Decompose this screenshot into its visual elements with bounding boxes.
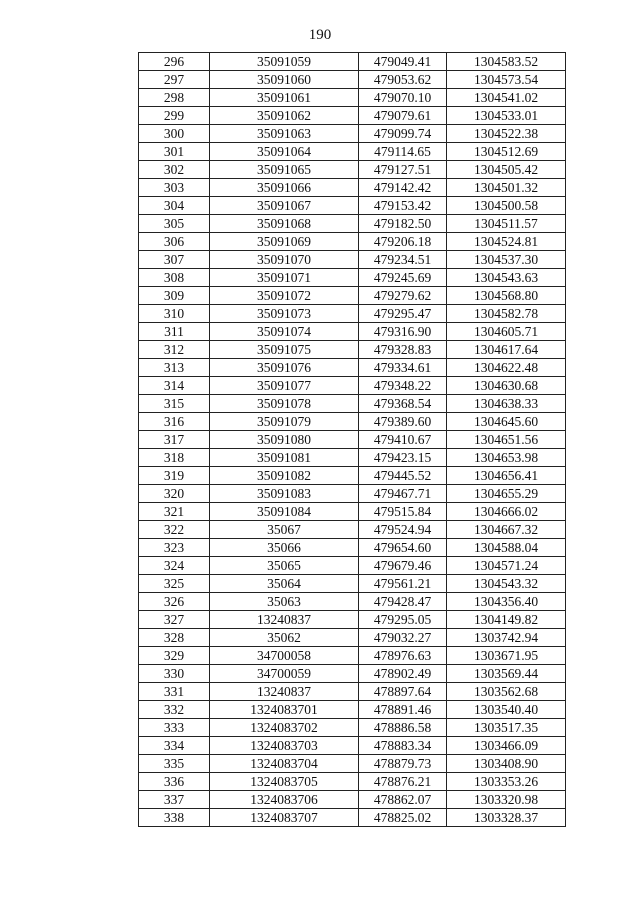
point-id-cell: 35091080 [210, 431, 359, 449]
point-id-cell: 35091062 [210, 107, 359, 125]
y-coordinate-cell: 1304501.32 [447, 179, 566, 197]
point-number-cell: 308 [139, 269, 210, 287]
page-number: 190 [308, 27, 332, 43]
x-coordinate-cell: 479182.50 [359, 215, 447, 233]
point-number-cell: 335 [139, 755, 210, 773]
table-row [139, 737, 566, 755]
y-coordinate-cell: 1304617.64 [447, 341, 566, 359]
point-number-cell: 333 [139, 719, 210, 737]
table-row [139, 683, 566, 701]
x-coordinate-cell: 479114.65 [359, 143, 447, 161]
table-row [139, 575, 566, 593]
x-coordinate-cell: 478825.02 [359, 809, 447, 827]
y-coordinate-cell: 1303562.68 [447, 683, 566, 701]
table-row [139, 773, 566, 791]
table-row [139, 215, 566, 233]
point-number-cell: 338 [139, 809, 210, 827]
point-id-cell: 13240837 [210, 611, 359, 629]
point-number-cell: 317 [139, 431, 210, 449]
y-coordinate-cell: 1304512.69 [447, 143, 566, 161]
x-coordinate-cell: 478891.46 [359, 701, 447, 719]
point-number-cell: 336 [139, 773, 210, 791]
table-row [139, 539, 566, 557]
y-coordinate-cell: 1304524.81 [447, 233, 566, 251]
point-id-cell: 35091074 [210, 323, 359, 341]
point-number-cell: 323 [139, 539, 210, 557]
point-number-cell: 327 [139, 611, 210, 629]
table-row [139, 359, 566, 377]
x-coordinate-cell: 479515.84 [359, 503, 447, 521]
point-number-cell: 307 [139, 251, 210, 269]
point-id-cell: 35091076 [210, 359, 359, 377]
point-id-cell: 35065 [210, 557, 359, 575]
y-coordinate-cell: 1303671.95 [447, 647, 566, 665]
point-id-cell: 35091068 [210, 215, 359, 233]
y-coordinate-cell: 1303540.40 [447, 701, 566, 719]
y-coordinate-cell: 1304505.42 [447, 161, 566, 179]
point-number-cell: 296 [139, 53, 210, 71]
point-id-cell: 34700059 [210, 665, 359, 683]
point-id-cell: 35091081 [210, 449, 359, 467]
point-number-cell: 329 [139, 647, 210, 665]
x-coordinate-cell: 478976.63 [359, 647, 447, 665]
x-coordinate-cell: 478902.49 [359, 665, 447, 683]
point-number-cell: 316 [139, 413, 210, 431]
y-coordinate-cell: 1304656.41 [447, 467, 566, 485]
table-row [139, 431, 566, 449]
table-row [139, 557, 566, 575]
point-number-cell: 313 [139, 359, 210, 377]
y-coordinate-cell: 1304149.82 [447, 611, 566, 629]
y-coordinate-cell: 1304500.58 [447, 197, 566, 215]
point-id-cell: 1324083701 [210, 701, 359, 719]
table-row [139, 413, 566, 431]
point-number-cell: 328 [139, 629, 210, 647]
x-coordinate-cell: 479389.60 [359, 413, 447, 431]
table-row [139, 629, 566, 647]
point-id-cell: 35091077 [210, 377, 359, 395]
point-number-cell: 324 [139, 557, 210, 575]
table-row [139, 593, 566, 611]
y-coordinate-cell: 1304638.33 [447, 395, 566, 413]
x-coordinate-cell: 479410.67 [359, 431, 447, 449]
point-number-cell: 302 [139, 161, 210, 179]
table-row [139, 269, 566, 287]
y-coordinate-cell: 1304543.32 [447, 575, 566, 593]
point-number-cell: 314 [139, 377, 210, 395]
coordinates-table-body [139, 53, 566, 827]
x-coordinate-cell: 479654.60 [359, 539, 447, 557]
y-coordinate-cell: 1303569.44 [447, 665, 566, 683]
point-number-cell: 320 [139, 485, 210, 503]
point-id-cell: 35091084 [210, 503, 359, 521]
table-row [139, 503, 566, 521]
x-coordinate-cell: 479279.62 [359, 287, 447, 305]
x-coordinate-cell: 479070.10 [359, 89, 447, 107]
table-row [139, 107, 566, 125]
y-coordinate-cell: 1304645.60 [447, 413, 566, 431]
point-id-cell: 35062 [210, 629, 359, 647]
x-coordinate-cell: 479153.42 [359, 197, 447, 215]
x-coordinate-cell: 479328.83 [359, 341, 447, 359]
point-id-cell: 35091065 [210, 161, 359, 179]
point-id-cell: 35091060 [210, 71, 359, 89]
y-coordinate-cell: 1304622.48 [447, 359, 566, 377]
y-coordinate-cell: 1304583.52 [447, 53, 566, 71]
y-coordinate-cell: 1304666.02 [447, 503, 566, 521]
table-row [139, 89, 566, 107]
x-coordinate-cell: 479032.27 [359, 629, 447, 647]
y-coordinate-cell: 1304543.63 [447, 269, 566, 287]
point-id-cell: 1324083706 [210, 791, 359, 809]
y-coordinate-cell: 1304667.32 [447, 521, 566, 539]
x-coordinate-cell: 478886.58 [359, 719, 447, 737]
table-row [139, 341, 566, 359]
point-id-cell: 35067 [210, 521, 359, 539]
x-coordinate-cell: 479049.41 [359, 53, 447, 71]
point-id-cell: 35091073 [210, 305, 359, 323]
y-coordinate-cell: 1304573.54 [447, 71, 566, 89]
point-number-cell: 300 [139, 125, 210, 143]
y-coordinate-cell: 1304582.78 [447, 305, 566, 323]
point-number-cell: 298 [139, 89, 210, 107]
point-id-cell: 35091071 [210, 269, 359, 287]
point-id-cell: 1324083704 [210, 755, 359, 773]
y-coordinate-cell: 1303353.26 [447, 773, 566, 791]
table-row [139, 125, 566, 143]
y-coordinate-cell: 1303408.90 [447, 755, 566, 773]
x-coordinate-cell: 479295.47 [359, 305, 447, 323]
point-number-cell: 318 [139, 449, 210, 467]
point-id-cell: 35091064 [210, 143, 359, 161]
coordinates-table [138, 52, 566, 827]
x-coordinate-cell: 478876.21 [359, 773, 447, 791]
y-coordinate-cell: 1304653.98 [447, 449, 566, 467]
point-id-cell: 35091063 [210, 125, 359, 143]
point-number-cell: 337 [139, 791, 210, 809]
point-id-cell: 35091070 [210, 251, 359, 269]
point-number-cell: 332 [139, 701, 210, 719]
y-coordinate-cell: 1304571.24 [447, 557, 566, 575]
point-number-cell: 334 [139, 737, 210, 755]
table-row [139, 809, 566, 827]
point-number-cell: 325 [139, 575, 210, 593]
table-row [139, 719, 566, 737]
point-id-cell: 1324083703 [210, 737, 359, 755]
table-row [139, 323, 566, 341]
table-row [139, 485, 566, 503]
point-id-cell: 35091072 [210, 287, 359, 305]
point-number-cell: 309 [139, 287, 210, 305]
x-coordinate-cell: 479334.61 [359, 359, 447, 377]
table-row [139, 71, 566, 89]
table-row [139, 521, 566, 539]
y-coordinate-cell: 1304605.71 [447, 323, 566, 341]
point-number-cell: 322 [139, 521, 210, 539]
y-coordinate-cell: 1304522.38 [447, 125, 566, 143]
point-id-cell: 35091075 [210, 341, 359, 359]
point-id-cell: 35091059 [210, 53, 359, 71]
x-coordinate-cell: 479099.74 [359, 125, 447, 143]
x-coordinate-cell: 479316.90 [359, 323, 447, 341]
y-coordinate-cell: 1304630.68 [447, 377, 566, 395]
point-id-cell: 35091082 [210, 467, 359, 485]
x-coordinate-cell: 479561.21 [359, 575, 447, 593]
table-row [139, 53, 566, 71]
y-coordinate-cell: 1304541.02 [447, 89, 566, 107]
y-coordinate-cell: 1303466.09 [447, 737, 566, 755]
point-id-cell: 35066 [210, 539, 359, 557]
point-number-cell: 305 [139, 215, 210, 233]
table-row [139, 161, 566, 179]
y-coordinate-cell: 1304588.04 [447, 539, 566, 557]
x-coordinate-cell: 479428.47 [359, 593, 447, 611]
point-number-cell: 315 [139, 395, 210, 413]
point-id-cell: 13240837 [210, 683, 359, 701]
point-number-cell: 297 [139, 71, 210, 89]
y-coordinate-cell: 1304568.80 [447, 287, 566, 305]
point-number-cell: 319 [139, 467, 210, 485]
y-coordinate-cell: 1304655.29 [447, 485, 566, 503]
x-coordinate-cell: 479679.46 [359, 557, 447, 575]
x-coordinate-cell: 479348.22 [359, 377, 447, 395]
table-row [139, 305, 566, 323]
table-row [139, 251, 566, 269]
table-row [139, 647, 566, 665]
x-coordinate-cell: 479445.52 [359, 467, 447, 485]
y-coordinate-cell: 1303320.98 [447, 791, 566, 809]
point-id-cell: 35091066 [210, 179, 359, 197]
x-coordinate-cell: 479467.71 [359, 485, 447, 503]
point-number-cell: 331 [139, 683, 210, 701]
x-coordinate-cell: 479053.62 [359, 71, 447, 89]
x-coordinate-cell: 479524.94 [359, 521, 447, 539]
point-number-cell: 311 [139, 323, 210, 341]
x-coordinate-cell: 479079.61 [359, 107, 447, 125]
point-number-cell: 326 [139, 593, 210, 611]
x-coordinate-cell: 479142.42 [359, 179, 447, 197]
point-id-cell: 1324083705 [210, 773, 359, 791]
table-row [139, 791, 566, 809]
point-number-cell: 299 [139, 107, 210, 125]
point-id-cell: 35063 [210, 593, 359, 611]
point-id-cell: 35091061 [210, 89, 359, 107]
point-id-cell: 35091079 [210, 413, 359, 431]
x-coordinate-cell: 478883.34 [359, 737, 447, 755]
point-number-cell: 304 [139, 197, 210, 215]
point-id-cell: 35091069 [210, 233, 359, 251]
point-id-cell: 34700058 [210, 647, 359, 665]
table-row [139, 377, 566, 395]
table-row [139, 197, 566, 215]
x-coordinate-cell: 479245.69 [359, 269, 447, 287]
point-number-cell: 330 [139, 665, 210, 683]
y-coordinate-cell: 1303517.35 [447, 719, 566, 737]
table-row [139, 755, 566, 773]
point-number-cell: 306 [139, 233, 210, 251]
x-coordinate-cell: 478862.07 [359, 791, 447, 809]
x-coordinate-cell: 479423.15 [359, 449, 447, 467]
table-row [139, 233, 566, 251]
table-row [139, 449, 566, 467]
x-coordinate-cell: 479206.18 [359, 233, 447, 251]
table-row [139, 701, 566, 719]
y-coordinate-cell: 1304537.30 [447, 251, 566, 269]
table-row [139, 287, 566, 305]
x-coordinate-cell: 479234.51 [359, 251, 447, 269]
point-number-cell: 301 [139, 143, 210, 161]
point-id-cell: 35091083 [210, 485, 359, 503]
x-coordinate-cell: 479127.51 [359, 161, 447, 179]
point-id-cell: 35064 [210, 575, 359, 593]
point-number-cell: 321 [139, 503, 210, 521]
point-number-cell: 312 [139, 341, 210, 359]
y-coordinate-cell: 1303742.94 [447, 629, 566, 647]
y-coordinate-cell: 1304356.40 [447, 593, 566, 611]
x-coordinate-cell: 479368.54 [359, 395, 447, 413]
y-coordinate-cell: 1304511.57 [447, 215, 566, 233]
x-coordinate-cell: 478879.73 [359, 755, 447, 773]
point-number-cell: 303 [139, 179, 210, 197]
table-row [139, 143, 566, 161]
table-row [139, 611, 566, 629]
x-coordinate-cell: 479295.05 [359, 611, 447, 629]
point-id-cell: 1324083707 [210, 809, 359, 827]
table-row [139, 665, 566, 683]
y-coordinate-cell: 1303328.37 [447, 809, 566, 827]
table-row [139, 179, 566, 197]
table-row [139, 395, 566, 413]
x-coordinate-cell: 478897.64 [359, 683, 447, 701]
y-coordinate-cell: 1304533.01 [447, 107, 566, 125]
table-row [139, 467, 566, 485]
point-number-cell: 310 [139, 305, 210, 323]
point-id-cell: 35091067 [210, 197, 359, 215]
point-id-cell: 35091078 [210, 395, 359, 413]
point-id-cell: 1324083702 [210, 719, 359, 737]
y-coordinate-cell: 1304651.56 [447, 431, 566, 449]
